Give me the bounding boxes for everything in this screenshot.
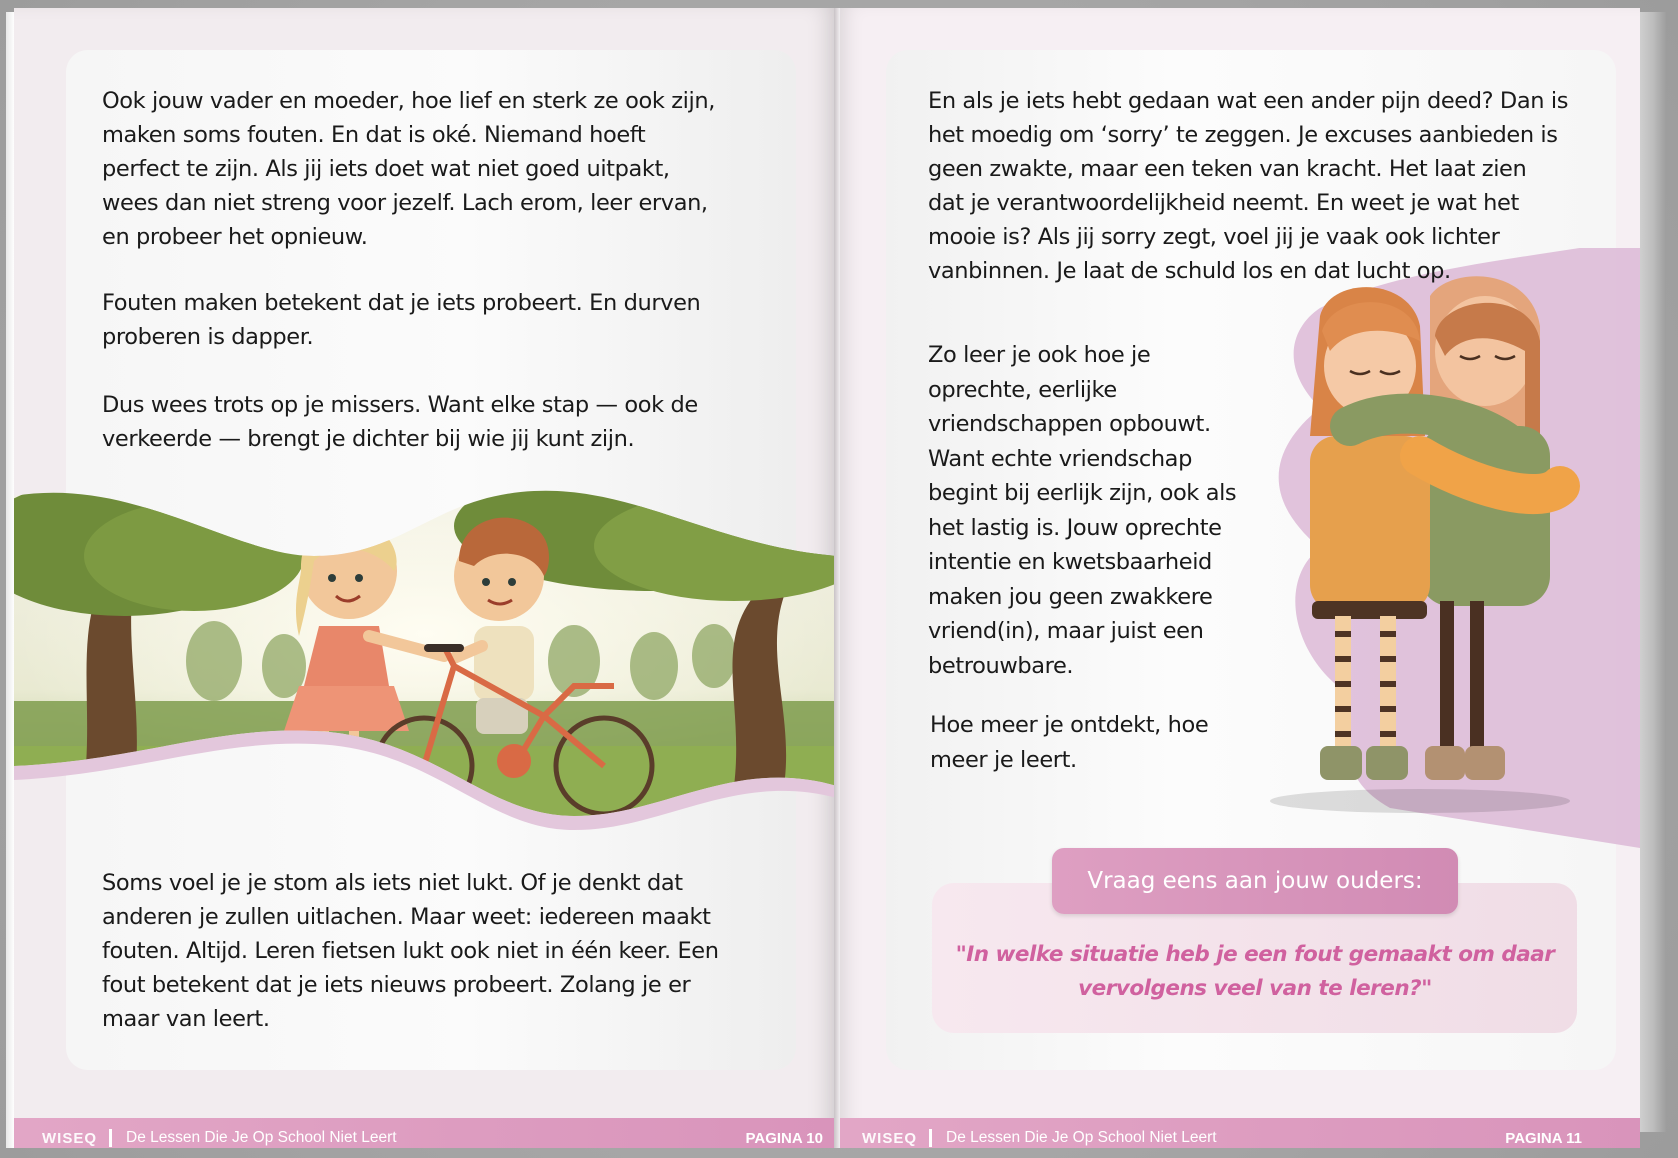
page-11	[840, 8, 1640, 1148]
brand-logo: WISEQ	[862, 1129, 918, 1147]
page-number: PAGINA 11	[1505, 1129, 1582, 1147]
book-spread	[14, 8, 1654, 1148]
page-footer	[14, 1118, 837, 1148]
paragraph-saying-sorry: En als je iets hebt gedaan wat een ander pijn deed? Dan is het moedig om ‘sorry’ te zeggen. Je excuses aanbieden is geen zwakte, maar een teken van kracht. Het laat zien dat je verantwoordelijkheid neemt. En weet je wat het mooie is? Als jij sorry zegt, voel jij je vaak ook lichter vanbinnen. Je laat de schuld los en dat lucht op.	[928, 88, 1569, 284]
parent-question-text: "In welke situatie heb je een fout gemaakt om daar vervolgens veel van te leren?"	[955, 942, 1555, 1001]
footer-divider	[929, 1129, 932, 1147]
page-10	[14, 8, 837, 1148]
paragraph-mistakes-brave: Fouten maken betekent dat je iets probeert. En durven proberen is dapper.	[102, 290, 701, 350]
page-number: PAGINA 10	[745, 1129, 823, 1147]
book-title: De Lessen Die Je Op School Niet Leert	[126, 1129, 397, 1146]
paragraph-discover-learn: Hoe meer je ontdekt, hoe meer je leert.	[930, 712, 1209, 773]
book-title: De Lessen Die Je Op School Niet Leert	[946, 1129, 1217, 1146]
brand-logo: WISEQ	[42, 1129, 98, 1147]
paragraph-parents-make-mistakes: Ook jouw vader en moeder, hoe lief en sterk ze ook zijn, maken soms fouten. En dat is oké. Niemand hoeft perfect te zijn. Als jij iets doet wat niet goed uitpakt, wees dan niet streng voor jezelf. Lach erom, leer ervan, en probeer het opnieuw.	[102, 88, 715, 250]
hugging-dolls-illustration	[1240, 256, 1640, 836]
footer-divider	[109, 1129, 112, 1147]
page-stack-edge	[1640, 12, 1666, 1132]
paragraph-feeling-stupid: Soms voel je je stom als iets niet lukt. Of je denkt dat anderen je zullen uitlachen. Maar weet: iedereen maakt fouten. Altijd. Leren fietsen lukt ook niet in één keer. Een fout betekent dat je iets nieuws probeert. Zolang je er maar van leert.	[102, 870, 719, 1032]
page-footer	[840, 1118, 1640, 1148]
bicycle-illustration	[14, 486, 837, 856]
paragraph-proud-of-misses: Dus wees trots op je missers. Want elke stap — ook de verkeerde — brengt je dichter bij wie jij kunt zijn.	[102, 392, 698, 452]
parent-question-heading: Vraag eens aan jouw ouders:	[1052, 848, 1458, 914]
paragraph-honest-friendship: Zo leer je ook hoe je oprechte, eerlijke vriendschappen opbouwt. Want echte vriendschap begint bij eerlijk zijn, ook als het lastig is. Jouw oprechte intentie en kwetsbaarheid maken jou geen zwakkere vriend(in), maar juist een betrouwbare.	[928, 342, 1237, 679]
